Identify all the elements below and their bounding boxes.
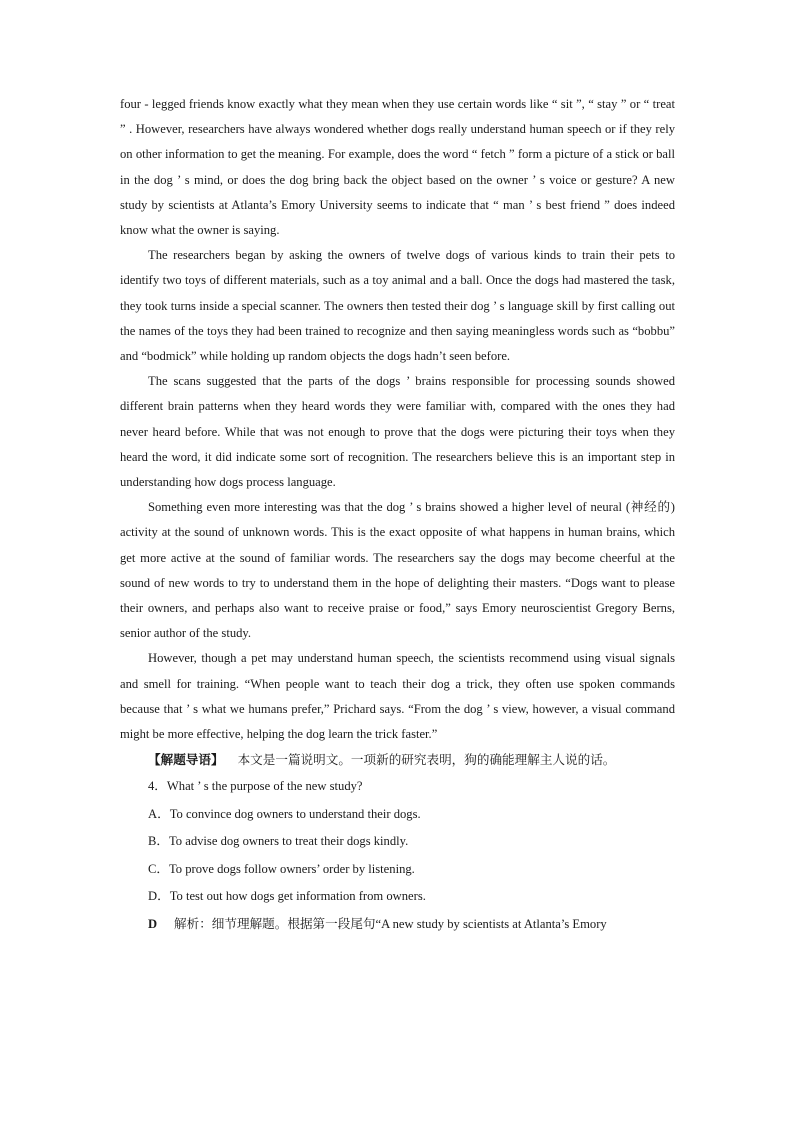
document-page (120, 92, 675, 938)
passage-paragraph-4: Something even more interesting was that the dog ’ s brains showed a higher level of neural (神经的) activity at the sound of unknown words. This is the exact opposite of what happens in human brains, which get more active at the sound of familiar words. The researchers say the dogs may become cheerful at the sound of new words to try to understand them in the hope of delighting their masters. “Dogs want to please their owners, and perhaps also want to receive praise or food,” says Emory neuroscientist Gregory Berns, senior author of the study. (120, 500, 675, 641)
option-b: B．To advise dog owners to treat their dogs kindly. (148, 834, 409, 849)
answer-key: D (148, 916, 158, 931)
option-d: D．To test out how dogs get information from owners. (148, 889, 426, 904)
guide-line (120, 747, 675, 773)
guide-text: 本文是一篇说明文。一项新的研究表明，狗的确能理解主人说的话。 (237, 753, 616, 768)
option-a: A．To convince dog owners to understand their dogs. (148, 806, 421, 821)
passage-paragraph-2: The researchers began by asking the owners of twelve dogs of various kinds to train their pets to identify two toys of different materials, such as a toy animal and a ball. Once the dogs had mastered the task, they took turns inside a special scanner. The owners then tested their dog ’ s language skill by first calling out the names of the toys they had been trained to recognize and then saying meaningless words such as “bobbu” and “bodmick” while holding up random objects the dogs hadn’t seen before. (120, 248, 675, 364)
passage-paragraph-3: The scans suggested that the parts of the dogs ’ brains responsible for processing sounds showed different brain patterns when they heard words they were familiar with, compared with the ones they had never heard before. While that was not enough to prove that the dogs were picturing their toys when they heard the word, it did indicate some sort of recognition. The researchers believe this is an important step in understanding how dogs process language. (120, 374, 675, 490)
passage-paragraph-1: four - legged friends know exactly what they mean when they use certain words like “ sit ”, “ stay ” or “ treat ” . However, researchers have always wondered whether dogs really understand human speech or if they rely on other information to get the meaning. For example, does the word “ fetch ” form a picture of a stick or ball in the dog ’ s mind, or does the dog bring back the object based on the owner ’ s voice or gesture? A new study by scientists at Atlanta’s Emory University seems to indicate that “ man ’ s best friend ” does indeed know what the owner is saying. (120, 97, 675, 238)
guide-tag: 【解题导语】 (148, 753, 224, 768)
question-stem: 4．What ’ s the purpose of the new study? (148, 779, 363, 794)
passage-paragraph-5: However, though a pet may understand human speech, the scientists recommend using visual signals and smell for training. “When people want to teach their dog a trick, they often use spoken commands because that ’ s what we humans prefer,” Prichard says. “From the dog ’ s view, however, a visual command might be more effective, helping the dog learn the trick faster.” (120, 651, 675, 742)
option-c: C．To prove dogs follow owners’ order by listening. (148, 861, 415, 876)
answer-line (120, 911, 675, 938)
answer-explanation: 解析：细节理解题。根据第一段尾句“A new study by scientists at Atlanta’s Emory (174, 916, 607, 931)
